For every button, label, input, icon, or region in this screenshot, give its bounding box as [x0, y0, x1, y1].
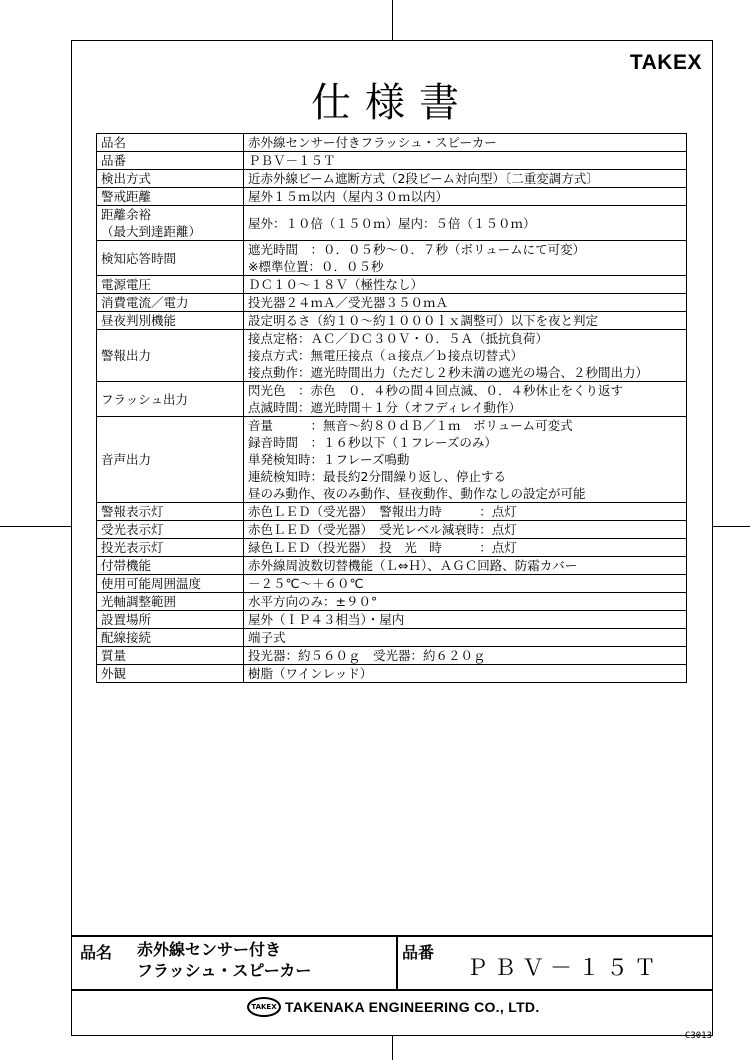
spec-value [244, 521, 687, 539]
spec-row [97, 382, 687, 417]
spec-label-line: 付帯機能 [101, 558, 152, 573]
footer-product-code: ＰＢＶ－１５Ｔ [466, 955, 663, 980]
spec-row [97, 241, 687, 276]
spec-label [97, 611, 244, 629]
spec-label-line: 距離余裕 [101, 207, 152, 222]
spec-value [244, 382, 687, 417]
spec-value-line: 屋外（ＩＰ４３相当）・屋内 [248, 612, 405, 627]
spec-label [97, 557, 244, 575]
spec-value-line: ※標準位置：０．０５秒 [248, 259, 384, 274]
footer-product-name [137, 939, 311, 981]
spec-label [97, 312, 244, 330]
spec-value-line: 端子式 [248, 630, 286, 645]
spec-value-line: ＰＢＶ－１５Ｔ [248, 153, 336, 168]
spec-row [97, 665, 687, 683]
spec-value-line: 赤外線センサー付きフラッシュ・スピーカー [248, 135, 497, 150]
spec-value [244, 312, 687, 330]
spec-value-line: －２５℃～＋６０℃ [248, 576, 364, 591]
spec-label-line: 質量 [101, 648, 127, 663]
spec-label-line: 音声出力 [101, 452, 152, 467]
spec-row [97, 188, 687, 206]
spec-row [97, 575, 687, 593]
spec-label [97, 134, 244, 152]
spec-row [97, 134, 687, 152]
spec-value [244, 557, 687, 575]
spec-row [97, 539, 687, 557]
spec-label-line: 投光表示灯 [101, 540, 164, 555]
spec-label [97, 503, 244, 521]
footer-top-rule [71, 935, 713, 937]
spec-value [244, 134, 687, 152]
spec-value-line: 遮光時間 ：０．０５秒～０．７秒（ボリュームにて可変） [248, 242, 586, 257]
page-title: 仕様書 [311, 80, 473, 126]
spec-label [97, 539, 244, 557]
spec-label [97, 241, 244, 276]
spec-value-line: 接点方式：無電圧接点（ａ接点／ｂ接点切替式） [248, 348, 524, 363]
footer-divider [396, 935, 398, 989]
spec-value-line: 設定明るさ（約１０～約１０００ｌｘ調整可）以下を夜と判定 [248, 313, 599, 328]
spec-label [97, 382, 244, 417]
spec-row [97, 647, 687, 665]
spec-value-line: ＤＣ１０～１８Ｖ（極性なし） [248, 277, 424, 292]
spec-label-line: 警戒距離 [101, 189, 152, 204]
spec-row [97, 557, 687, 575]
document-code: C3013 [684, 1031, 712, 1041]
spec-value-line: 点滅時間：遮光時間＋１分（オフディレイ動作） [248, 400, 522, 415]
spec-label [97, 647, 244, 665]
spec-value [244, 294, 687, 312]
spec-label-line: フラッシュ出力 [101, 391, 189, 407]
spec-value [244, 665, 687, 683]
footer-name-line2: フラッシュ・スピーカー [137, 961, 312, 980]
spec-value [244, 188, 687, 206]
spec-value [244, 629, 687, 647]
crop-mark-top [392, 0, 393, 40]
spec-label-line: 消費電流／電力 [101, 295, 189, 310]
spec-row [97, 330, 687, 382]
crop-mark-left [0, 526, 71, 527]
spec-value [244, 330, 687, 382]
spec-label-line: 設置場所 [101, 612, 152, 627]
spec-value-line: 連続検知時：最長約2分間繰り返し、停止する [248, 469, 506, 484]
footer-mid-rule [71, 989, 713, 991]
spec-value-line: 音量 ：無音～約８０ｄＢ／１ｍ ボリューム可変式 [248, 418, 573, 433]
spec-value-line: 接点動作：遮光時間出力（ただし２秒未満の遮光の場合、２秒間出力） [248, 365, 649, 380]
spec-label [97, 188, 244, 206]
spec-row [97, 417, 687, 503]
spec-value-line: 屋外：１０倍（１５０ｍ）屋内：５倍（１５０ｍ） [248, 215, 536, 231]
spec-label [97, 170, 244, 188]
spec-value-line: 水平方向のみ：±９０° [248, 594, 378, 609]
spec-label [97, 330, 244, 382]
spec-value-line: 屋外１５ｍ以内（屋内３０ｍ以内） [248, 189, 449, 204]
footer-box [71, 935, 713, 1036]
spec-row [97, 206, 687, 241]
spec-label [97, 276, 244, 294]
spec-label [97, 665, 244, 683]
spec-label [97, 417, 244, 503]
spec-row [97, 611, 687, 629]
spec-value-line: 録音時間 ：１６秒以下（１フレーズのみ） [248, 435, 497, 450]
spec-row [97, 276, 687, 294]
spec-label [97, 206, 244, 241]
spec-row [97, 521, 687, 539]
spec-label-line: 配線接続 [101, 630, 152, 645]
spec-value [244, 170, 687, 188]
spec-label-line: 電源電圧 [101, 277, 152, 292]
crop-mark-bottom [392, 1036, 393, 1060]
footer-name-line1: 赤外線センサー付き [137, 940, 282, 959]
spec-value [244, 206, 687, 241]
spec-label-line: 昼夜判別機能 [101, 313, 177, 328]
spec-value-line: 閃光色 ：赤色 ０．４秒の間４回点滅、０．４秒休止をくり返す [248, 383, 624, 398]
spec-value-line: 投光器：約５６０ｇ 受光器：約６２０ｇ [248, 648, 486, 663]
company-name: TAKENAKA ENGINEERING CO., LTD. [285, 999, 540, 1015]
spec-value [244, 241, 687, 276]
spec-value-line: 単発検知時：１フレーズ鳴動 [248, 452, 410, 467]
spec-row [97, 152, 687, 170]
spec-label [97, 294, 244, 312]
spec-value-line: 投光器２４ｍＡ／受光器３５０ｍＡ [248, 295, 449, 310]
spec-value-line: 接点定格：ＡＣ／ＤＣ３０Ｖ・０．５Ａ（抵抗負荷） [248, 331, 549, 346]
spec-value-line: 樹脂（ワインレッド） [248, 666, 373, 681]
spec-label-line: （最大到達距離） [101, 224, 202, 239]
spec-label-line: 警報表示灯 [101, 504, 164, 519]
spec-row [97, 170, 687, 188]
spec-value-line: 赤外線周波数切替機能（Ｌ⇔Ｈ）、ＡＧＣ回路、防霜カバー [248, 558, 578, 573]
spec-label [97, 152, 244, 170]
spec-label-line: 品名 [101, 135, 127, 150]
spec-value [244, 593, 687, 611]
spec-value [244, 503, 687, 521]
spec-label-line: 受光表示灯 [101, 522, 164, 537]
spec-row [97, 312, 687, 330]
spec-value-line: 赤色ＬＥＤ（受光器） 受光レベル減衰時：点灯 [248, 522, 517, 537]
spec-label [97, 521, 244, 539]
spec-value [244, 575, 687, 593]
spec-row [97, 593, 687, 611]
company-logo-icon: TAKEX [247, 997, 281, 1017]
footer-code-label: 品番 [402, 943, 435, 962]
spec-value-line: 昼のみ動作、夜のみ動作、昼夜動作、動作なしの設定が可能 [248, 486, 586, 501]
spec-label-line: 検知応答時間 [101, 250, 177, 266]
footer-name-label: 品名 [80, 943, 113, 962]
spec-row [97, 503, 687, 521]
spec-label [97, 575, 244, 593]
spec-label-line: 検出方式 [101, 171, 152, 186]
crop-mark-right [713, 526, 750, 527]
spec-label-line: 使用可能周囲温度 [101, 576, 202, 591]
spec-value-line: 緑色ＬＥＤ（投光器） 投 光 時 ：点灯 [248, 540, 517, 555]
spec-value [244, 647, 687, 665]
spec-table [96, 133, 687, 683]
spec-value-line: 赤色ＬＥＤ（受光器） 警報出力時 ：点灯 [248, 504, 517, 519]
spec-label-line: 警報出力 [101, 348, 152, 363]
spec-value [244, 417, 687, 503]
spec-label [97, 593, 244, 611]
spec-label-line: 品番 [101, 153, 127, 168]
spec-label-line: 外観 [101, 666, 127, 681]
spec-value-line: 近赤外線ビーム遮断方式（2段ビーム対向型）〔二重変調方式〕 [248, 171, 599, 186]
spec-row [97, 629, 687, 647]
brand-logo: TAKEX [629, 51, 702, 74]
company-block [247, 997, 540, 1017]
spec-label [97, 629, 244, 647]
spec-value [244, 539, 687, 557]
spec-value [244, 611, 687, 629]
spec-label-line: 光軸調整範囲 [101, 594, 177, 609]
spec-value [244, 276, 687, 294]
spec-value [244, 152, 687, 170]
spec-row [97, 294, 687, 312]
